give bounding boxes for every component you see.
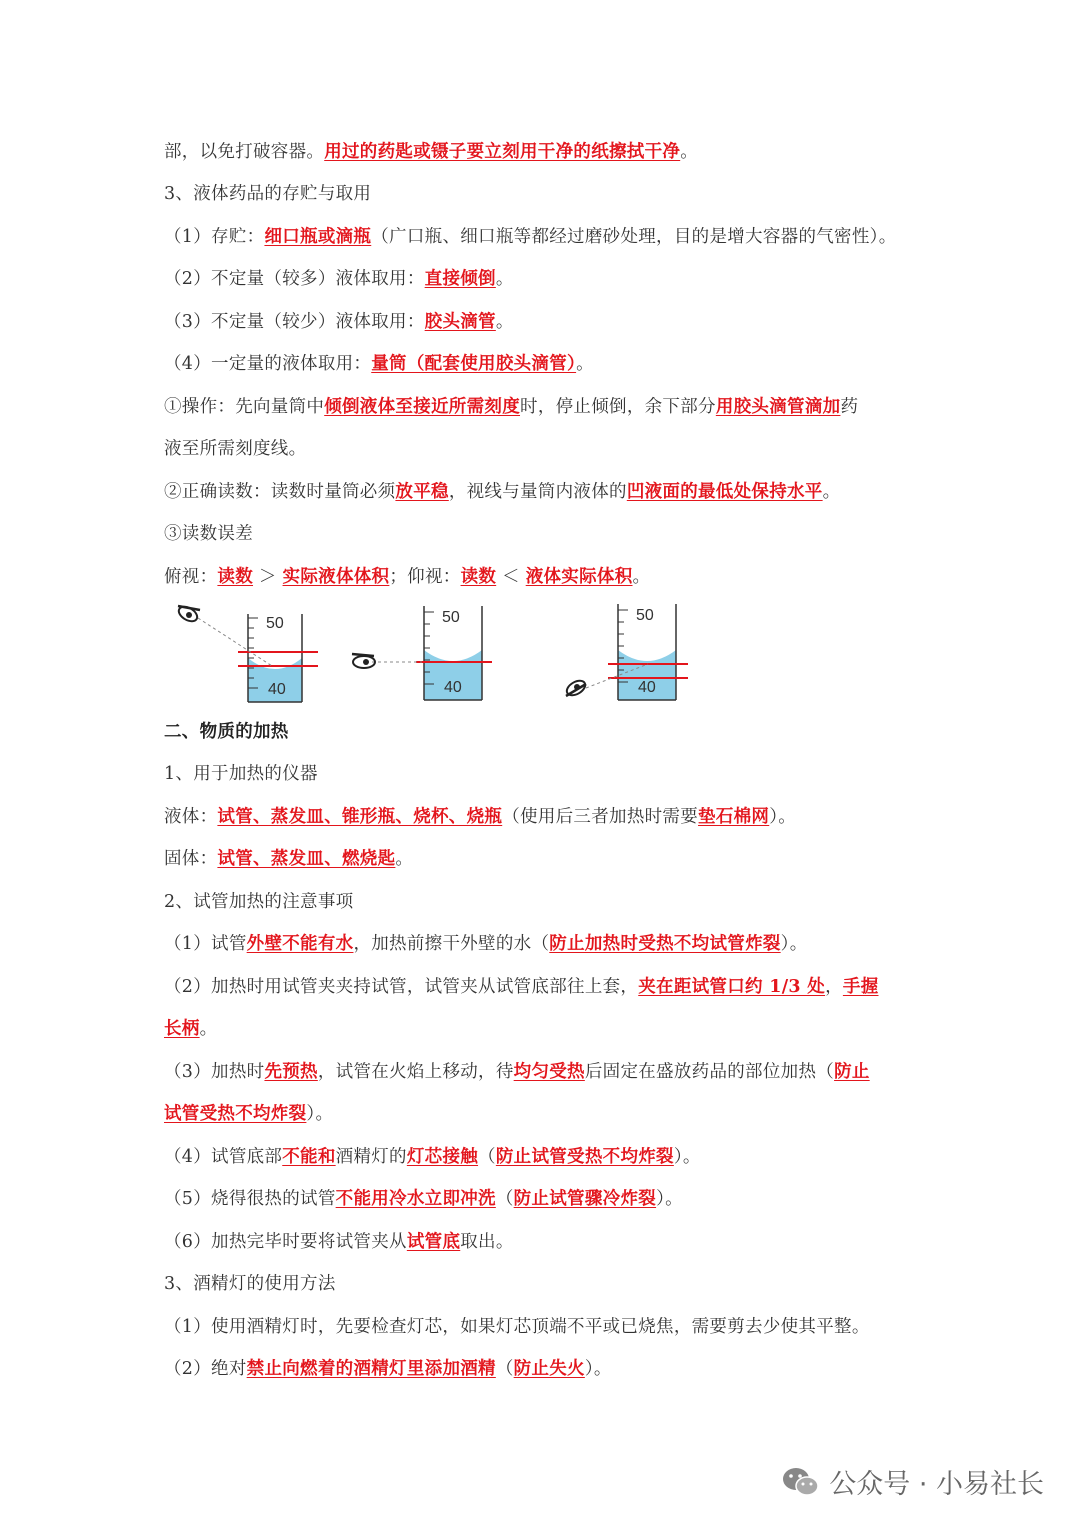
text-line: （4）一定量的液体取用：量筒（配套使用胶头滴管）。 bbox=[164, 354, 594, 374]
watermark bbox=[781, 1462, 1044, 1501]
scale-label-40: 40 bbox=[268, 681, 286, 698]
text-line: （1）存贮：细口瓶或滴瓶（广口瓶、细口瓶等都经过磨砂处理，目的是增大容器的气密性）。 bbox=[164, 227, 897, 247]
text-line: （1）试管外壁不能有水，加热前擦干外壁的水（防止加热时受热不均试管炸裂）。 bbox=[164, 934, 808, 954]
section-heading: 3、液体药品的存贮与取用 bbox=[164, 184, 372, 204]
text-line: （2）加热时用试管夹夹持试管，试管夹从试管底部往上套，夹在距试管口约 1/3 处，手握 bbox=[164, 977, 879, 997]
section-heading: 2、试管加热的注意事项 bbox=[164, 892, 354, 912]
text-line: （3）不定量（较少）液体取用：胶头滴管。 bbox=[164, 312, 514, 332]
cylinder-looking-up bbox=[564, 604, 688, 700]
section-heading: 1、用于加热的仪器 bbox=[164, 764, 318, 784]
text-line: ①操作：先向量筒中倾倒液体至接近所需刻度时，停止倾倒，余下部分用胶头滴管滴加药 bbox=[164, 397, 859, 417]
cylinder-level bbox=[352, 606, 492, 700]
text-line: （6）加热完毕时要将试管夹从试管底取出。 bbox=[164, 1232, 514, 1252]
section-title: 二、物质的加热 bbox=[164, 722, 289, 742]
scale-label-50: 50 bbox=[442, 609, 460, 626]
eye-icon bbox=[176, 604, 200, 624]
text-line: （2）绝对禁止向燃着的酒精灯里添加酒精（防止失火）。 bbox=[164, 1359, 612, 1379]
text-line: 长柄。 bbox=[164, 1019, 218, 1039]
eye-icon bbox=[564, 678, 587, 698]
text-line: 试管受热不均炸裂）。 bbox=[164, 1104, 334, 1124]
cylinder-reading-figure bbox=[160, 598, 700, 708]
text-line: （3）加热时先预热，试管在火焰上移动，待均匀受热后固定在盛放药品的部位加热（防止 bbox=[164, 1062, 870, 1082]
text-line: 俯视：读数 ＞ 实际液体体积；仰视：读数 ＜ 液体实际体积。 bbox=[164, 567, 651, 587]
scale-label-40: 40 bbox=[638, 679, 656, 696]
scale-label-40: 40 bbox=[444, 679, 462, 696]
eye-icon bbox=[352, 654, 375, 668]
text-line: （5）烧得很热的试管不能用冷水立即冲洗（防止试管骤冷炸裂）。 bbox=[164, 1189, 683, 1209]
wechat-icon bbox=[781, 1465, 821, 1499]
cylinder-looking-down bbox=[176, 604, 318, 702]
scale-label-50: 50 bbox=[266, 615, 284, 632]
section-heading: 3、酒精灯的使用方法 bbox=[164, 1274, 336, 1294]
text-line: （4）试管底部不能和酒精灯的灯芯接触（防止试管受热不均炸裂）。 bbox=[164, 1147, 701, 1167]
scale-label-50: 50 bbox=[636, 607, 654, 624]
text-line: 液体：试管、蒸发皿、锥形瓶、烧杯、烧瓶（使用后三者加热时需要垫石棉网）。 bbox=[164, 807, 797, 827]
text-line: 固体：试管、蒸发皿、燃烧匙。 bbox=[164, 849, 414, 869]
text-line: ③读数误差 bbox=[164, 524, 253, 544]
text-line: 液至所需刻度线。 bbox=[164, 439, 307, 459]
text-line: 部，以免打破容器。用过的药匙或镊子要立刻用干净的纸擦拭干净。 bbox=[164, 142, 699, 162]
text-line: （1）使用酒精灯时，先要检查灯芯，如果灯芯顶端不平或已烧焦，需要剪去少使其平整。 bbox=[164, 1317, 870, 1337]
text-line: （2）不定量（较多）液体取用：直接倾倒。 bbox=[164, 269, 514, 289]
watermark-text: 公众号 · 小易社长 bbox=[829, 1469, 1044, 1500]
text-line: ②正确读数：读数时量筒必须放平稳，视线与量筒内液体的凹液面的最低处保持水平。 bbox=[164, 482, 841, 502]
